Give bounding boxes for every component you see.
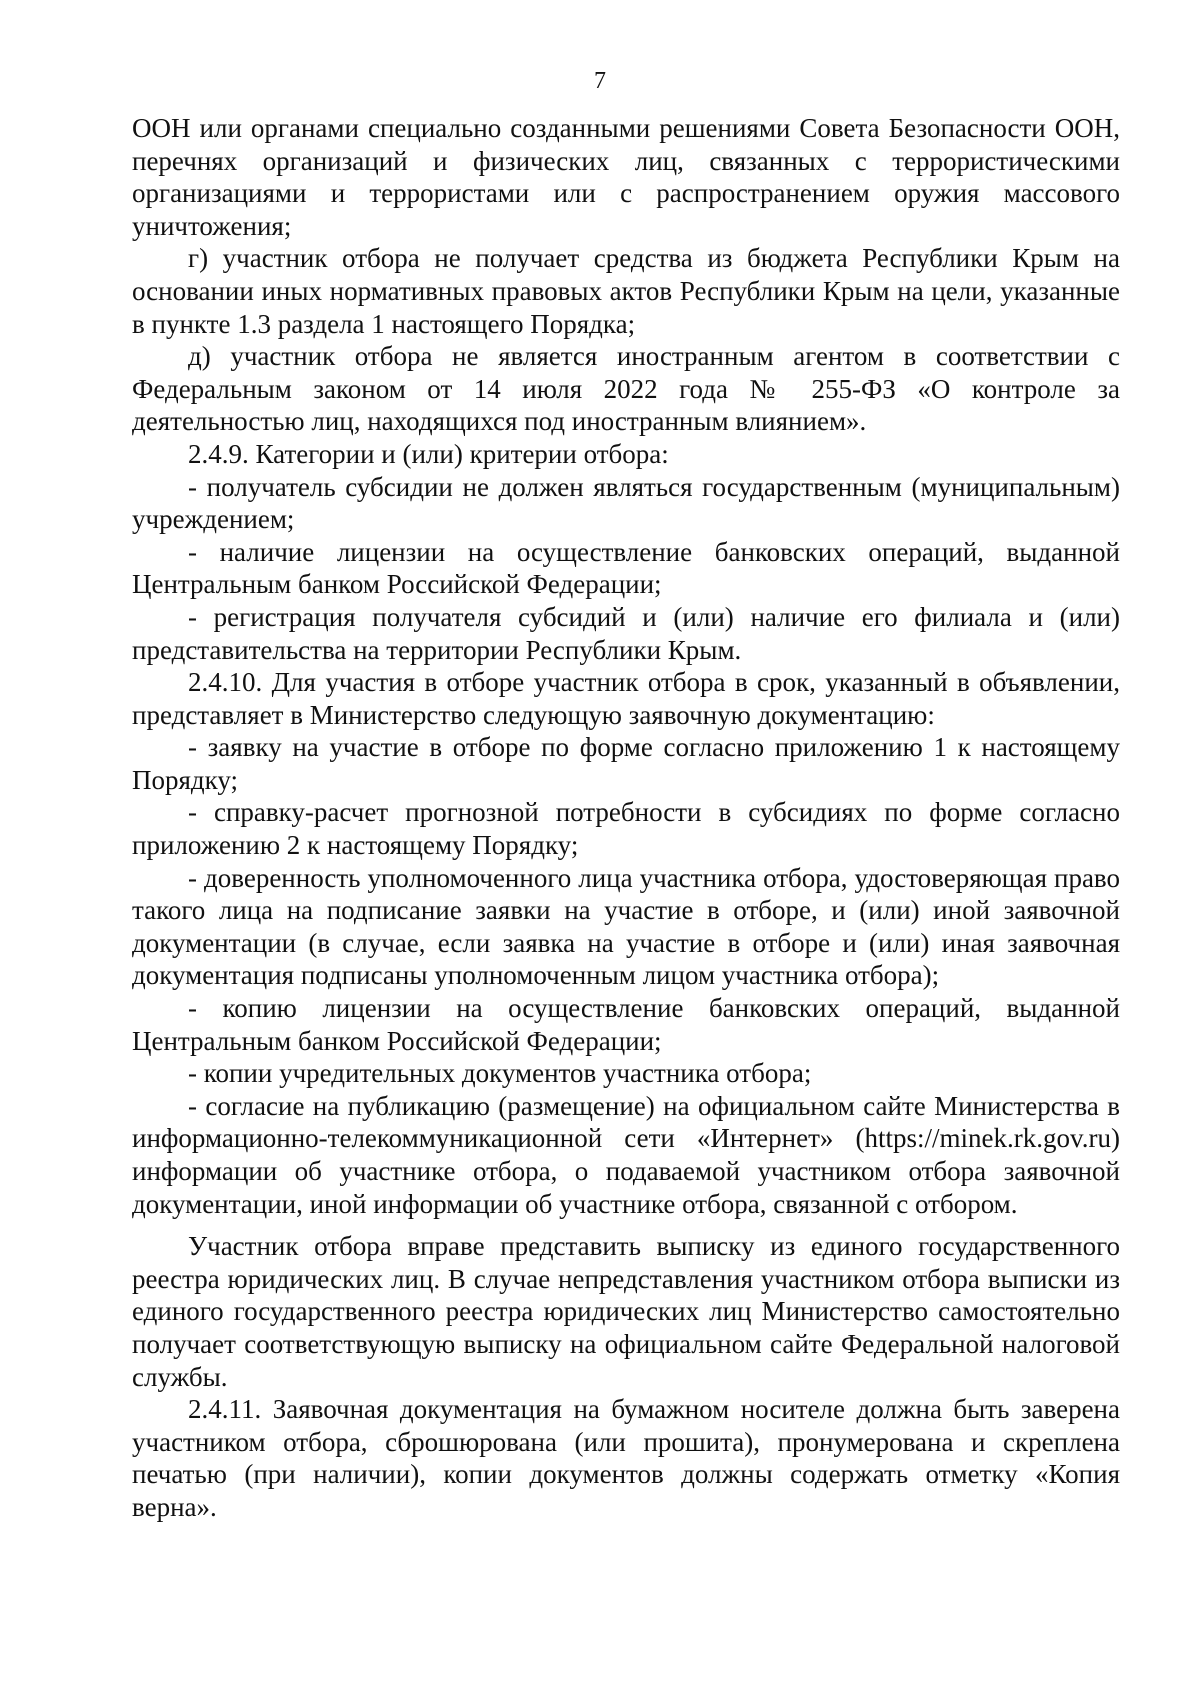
paragraph: д) участник отбора не является иностранным агентом в соответствии с Федеральным законом от 14 июля 2022 года № 255-ФЗ «О контроле за деятельностью лиц, находящихся под иностранным влиянием».	[132, 341, 1120, 437]
document-body	[132, 112, 1120, 1524]
list-item: - получатель субсидии не должен являться государственным (муниципальным) учреждением;	[132, 471, 1120, 535]
paragraph: ООН или органами специально созданными решениями Совета Безопасности ООН, перечнях организаций и физических лиц, связанных с террористическими организациями и террористами или с распространением оружия массового уничтожения;	[132, 113, 1120, 241]
list-item: - заявку на участие в отборе по форме согласно приложению 1 к настоящему Порядку;	[132, 732, 1120, 795]
list-item: - копию лицензии на осуществление банковских операций, выданной Центральным банком Российской Федерации;	[132, 993, 1120, 1056]
list-item: - согласие на публикацию (размещение) на официальном сайте Министерства в информационно-телекоммуникационной сети «Интернет» (https://minek.rk.gov.ru) информации об участнике отбора, о подаваемой участником отбора заявочной документации, иной информации об участнике отбора, связанной с отбором.	[132, 1090, 1120, 1219]
paragraph: 2.4.9. Категории и (или) критерии отбора:	[188, 438, 669, 469]
paragraph: Участник отбора вправе представить выписку из единого государственного реестра юридических лиц. В случае непредставления участником отбора выписки из единого государственного реестра юридических лиц Министерство самостоятельно получает соответствующую выписку на официальном сайте Федеральной налоговой службы.	[132, 1231, 1120, 1392]
list-item: - справку-расчет прогнозной потребности в субсидиях по форме согласно приложению 2 к настоящему Порядку;	[132, 797, 1120, 861]
list-item: - регистрация получателя субсидий и (или) наличие его филиала и (или) представительства на территории Республики Крым.	[132, 601, 1120, 665]
paragraph: 2.4.11. Заявочная документация на бумажном носителе должна быть заверена участником отбора, сброшюрована (или прошита), пронумерована и скреплена печатью (при наличии), копии документов должны содержать отметку «Копия верна».	[132, 1394, 1120, 1522]
page-number: 7	[594, 68, 606, 94]
paragraph: 2.4.10. Для участия в отборе участник отбора в срок, указанный в объявлении, представляет в Министерство следующую заявочную документацию:	[132, 667, 1120, 730]
list-item: - копии учредительных документов участника отбора;	[188, 1058, 812, 1089]
list-item: - наличие лицензии на осуществление банковских операций, выданной Центральным банком Российской Федерации;	[132, 536, 1120, 600]
paragraph: г) участник отбора не получает средства из бюджета Республики Крым на основании иных нормативных правовых актов Республики Крым на цели, указанные в пункте 1.3 раздела 1 настоящего Порядка;	[132, 243, 1120, 339]
list-item: - доверенность уполномоченного лица участника отбора, удостоверяющая право такого лица на подписание заявки на участие в отборе, и (или) иной заявочной документации (в случае, если заявка на участие в отборе и (или) иная заявочная документация подписаны уполномоченным лицом участника отбора);	[132, 862, 1120, 991]
